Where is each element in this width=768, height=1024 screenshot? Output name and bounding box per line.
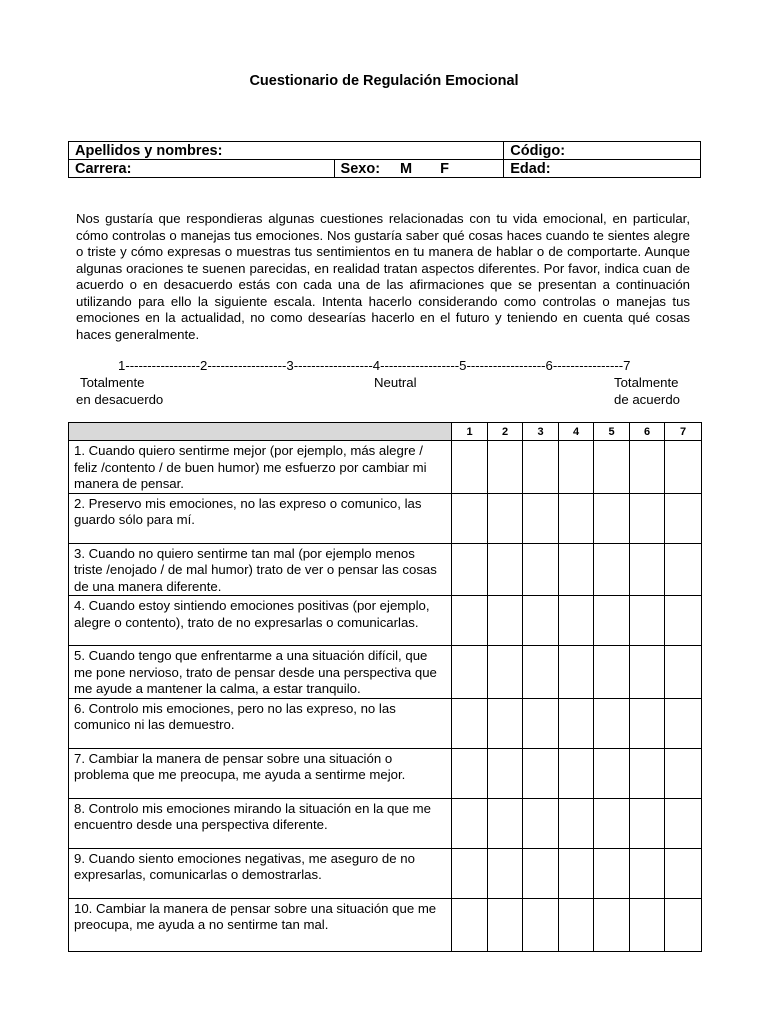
table-row	[69, 596, 702, 646]
answer-cell[interactable]	[488, 748, 523, 798]
question-text: 1. Cuando quiero sentirme mejor (por ejemplo, más alegre / feliz /contento / de buen humor) me esfuerzo por cambiar mi manera de pensar.	[69, 441, 452, 494]
instructions-paragraph: Nos gustaría que respondieras algunas cuestiones relacionadas con tu vida emocional, en particular, cómo controlas o manejas tus emociones. Nos gustaría saber qué cosas haces cuando te sientes alegre o triste y cómo expresas o muestras tus sentimientos en tu manera de hablar o de comportarte. Aunque algunas oraciones te suenen parecidas, en realidad tratan aspectos diferentes. Por favor, indica cuan de acuerdo o en desacuerdo estás con cada una de las afirmaciones que se presentan a continuación utilizando para ello la siguiente escala. Intenta hacerlo considerando como controlas o manejas tus emociones en la actualidad, no como desearías hacerlo en el futuro y teniendo en cuenta qué cosas haces generalmente.	[76, 211, 690, 342]
name-label: Apellidos y nombres:	[75, 142, 223, 159]
answer-cell[interactable]	[452, 698, 488, 748]
answer-cell[interactable]	[488, 848, 523, 898]
answer-cell[interactable]	[630, 646, 665, 699]
sex-label: Sexo:	[340, 160, 381, 177]
answer-cell[interactable]	[452, 543, 488, 596]
answer-cell[interactable]	[488, 543, 523, 596]
answer-cell[interactable]	[559, 596, 594, 646]
answer-cell[interactable]	[452, 748, 488, 798]
answer-cell[interactable]	[523, 748, 559, 798]
questionnaire-table	[68, 422, 702, 952]
answer-cell[interactable]	[488, 798, 523, 848]
answer-cell[interactable]	[665, 898, 702, 951]
answer-cell[interactable]	[523, 543, 559, 596]
answer-cell[interactable]	[630, 441, 665, 494]
answer-cell[interactable]	[594, 798, 630, 848]
table-row	[69, 748, 702, 798]
question-text: 10. Cambiar la manera de pensar sobre una situación que me preocupa, me ayuda a no sentirme tan mal.	[69, 898, 452, 951]
column-header: 5	[594, 423, 630, 441]
answer-cell[interactable]	[488, 698, 523, 748]
answer-cell[interactable]	[523, 646, 559, 699]
answer-cell[interactable]	[488, 441, 523, 494]
answer-cell[interactable]	[594, 698, 630, 748]
column-header: 7	[665, 423, 702, 441]
table-row	[69, 848, 702, 898]
answer-cell[interactable]	[559, 798, 594, 848]
column-header: 4	[559, 423, 594, 441]
answer-cell[interactable]	[452, 848, 488, 898]
answer-cell[interactable]	[594, 848, 630, 898]
age-field[interactable]	[504, 160, 701, 178]
answer-cell[interactable]	[523, 493, 559, 543]
question-text: 9. Cuando siento emociones negativas, me aseguro de no expresarlas, comunicarlas o demostrarlas.	[69, 848, 452, 898]
code-label: Código:	[510, 142, 566, 159]
answer-cell[interactable]	[523, 596, 559, 646]
sex-option-m[interactable]: M	[400, 160, 413, 177]
career-field[interactable]	[69, 160, 335, 178]
answer-cell[interactable]	[665, 798, 702, 848]
answer-cell[interactable]	[665, 646, 702, 699]
scale-middle-label: Neutral	[374, 375, 417, 390]
answer-cell[interactable]	[488, 596, 523, 646]
answer-cell[interactable]	[452, 646, 488, 699]
table-row	[69, 441, 702, 494]
answer-cell[interactable]	[559, 748, 594, 798]
career-label: Carrera:	[75, 160, 132, 177]
answer-cell[interactable]	[594, 596, 630, 646]
question-text: 5. Cuando tengo que enfrentarme a una situación difícil, que me pone nervioso, trato de pensar desde una perspectiva que me ayude a mantener la calma, a estar tranquilo.	[69, 646, 452, 699]
answer-cell[interactable]	[630, 748, 665, 798]
answer-cell[interactable]	[452, 596, 488, 646]
answer-cell[interactable]	[665, 698, 702, 748]
answer-cell[interactable]	[630, 848, 665, 898]
scale-line: 1-----------------2------------------3------------------4------------------5------------------6----------------7	[118, 358, 631, 373]
scale-left-label	[76, 375, 164, 408]
question-text: 2. Preservo mis emociones, no las expreso o comunico, las guardo sólo para mí.	[69, 493, 452, 543]
age-label: Edad:	[510, 160, 551, 177]
question-text: 8. Controlo mis emociones mirando la situación en la que me encuentro desde una perspectiva diferente.	[69, 798, 452, 848]
answer-cell[interactable]	[523, 898, 559, 951]
answer-cell[interactable]	[630, 698, 665, 748]
sex-field[interactable]	[334, 160, 504, 178]
answer-cell[interactable]	[630, 596, 665, 646]
scale-left-label-line2: en desacuerdo	[76, 391, 164, 407]
student-info-table	[68, 141, 701, 178]
answer-cell[interactable]	[452, 798, 488, 848]
sex-option-f[interactable]: F	[440, 160, 449, 177]
scale-right-label	[614, 375, 680, 408]
scale-right-label-line1: Totalmente	[614, 375, 679, 390]
name-field[interactable]	[69, 142, 504, 160]
answer-cell[interactable]	[523, 798, 559, 848]
answer-cell[interactable]	[452, 493, 488, 543]
answer-cell[interactable]	[559, 543, 594, 596]
table-row	[69, 798, 702, 848]
answer-cell[interactable]	[452, 898, 488, 951]
table-row	[69, 543, 702, 596]
table-row	[69, 898, 702, 951]
table-row	[69, 493, 702, 543]
answer-cell[interactable]	[630, 543, 665, 596]
column-header: 1	[452, 423, 488, 441]
code-field[interactable]	[504, 142, 701, 160]
table-row	[69, 698, 702, 748]
answer-cell[interactable]	[523, 848, 559, 898]
question-header	[69, 423, 452, 441]
answer-cell[interactable]	[559, 898, 594, 951]
answer-cell[interactable]	[665, 543, 702, 596]
answer-cell[interactable]	[665, 848, 702, 898]
answer-cell[interactable]	[594, 646, 630, 699]
answer-cell[interactable]	[630, 493, 665, 543]
answer-cell[interactable]	[594, 441, 630, 494]
page-title: Cuestionario de Regulación Emocional	[249, 73, 519, 89]
question-text: 6. Controlo mis emociones, pero no las expreso, no las comunico ni las demuestro.	[69, 698, 452, 748]
answer-cell[interactable]	[594, 898, 630, 951]
answer-cell[interactable]	[559, 441, 594, 494]
answer-cell[interactable]	[630, 798, 665, 848]
answer-cell[interactable]	[559, 493, 594, 543]
column-header: 6	[630, 423, 665, 441]
column-header: 3	[523, 423, 559, 441]
answer-cell[interactable]	[452, 441, 488, 494]
answer-cell[interactable]	[594, 493, 630, 543]
answer-cell[interactable]	[665, 748, 702, 798]
answer-cell[interactable]	[523, 441, 559, 494]
answer-cell[interactable]	[594, 543, 630, 596]
answer-cell[interactable]	[559, 848, 594, 898]
answer-cell[interactable]	[665, 441, 702, 494]
question-text: 4. Cuando estoy sintiendo emociones positivas (por ejemplo, alegre o contento), trato de no expresarlas o comunicarlas.	[69, 596, 452, 646]
column-header: 2	[488, 423, 523, 441]
answer-cell[interactable]	[488, 898, 523, 951]
table-row	[69, 646, 702, 699]
answer-cell[interactable]	[665, 596, 702, 646]
answer-cell[interactable]	[488, 646, 523, 699]
question-text: 3. Cuando no quiero sentirme tan mal (por ejemplo menos triste /enojado / de mal humor) trato de ver o pensar las cosas de una manera diferente.	[69, 543, 452, 596]
answer-cell[interactable]	[559, 646, 594, 699]
answer-cell[interactable]	[523, 698, 559, 748]
question-text: 7. Cambiar la manera de pensar sobre una situación o problema que me preocupa, me ayuda a sentirme mejor.	[69, 748, 452, 798]
answer-cell[interactable]	[665, 493, 702, 543]
answer-cell[interactable]	[594, 748, 630, 798]
scale-left-label-line1: Totalmente	[80, 375, 145, 390]
answer-cell[interactable]	[630, 898, 665, 951]
scale-right-label-line2: de acuerdo	[614, 391, 680, 407]
answer-cell[interactable]	[488, 493, 523, 543]
answer-cell[interactable]	[559, 698, 594, 748]
